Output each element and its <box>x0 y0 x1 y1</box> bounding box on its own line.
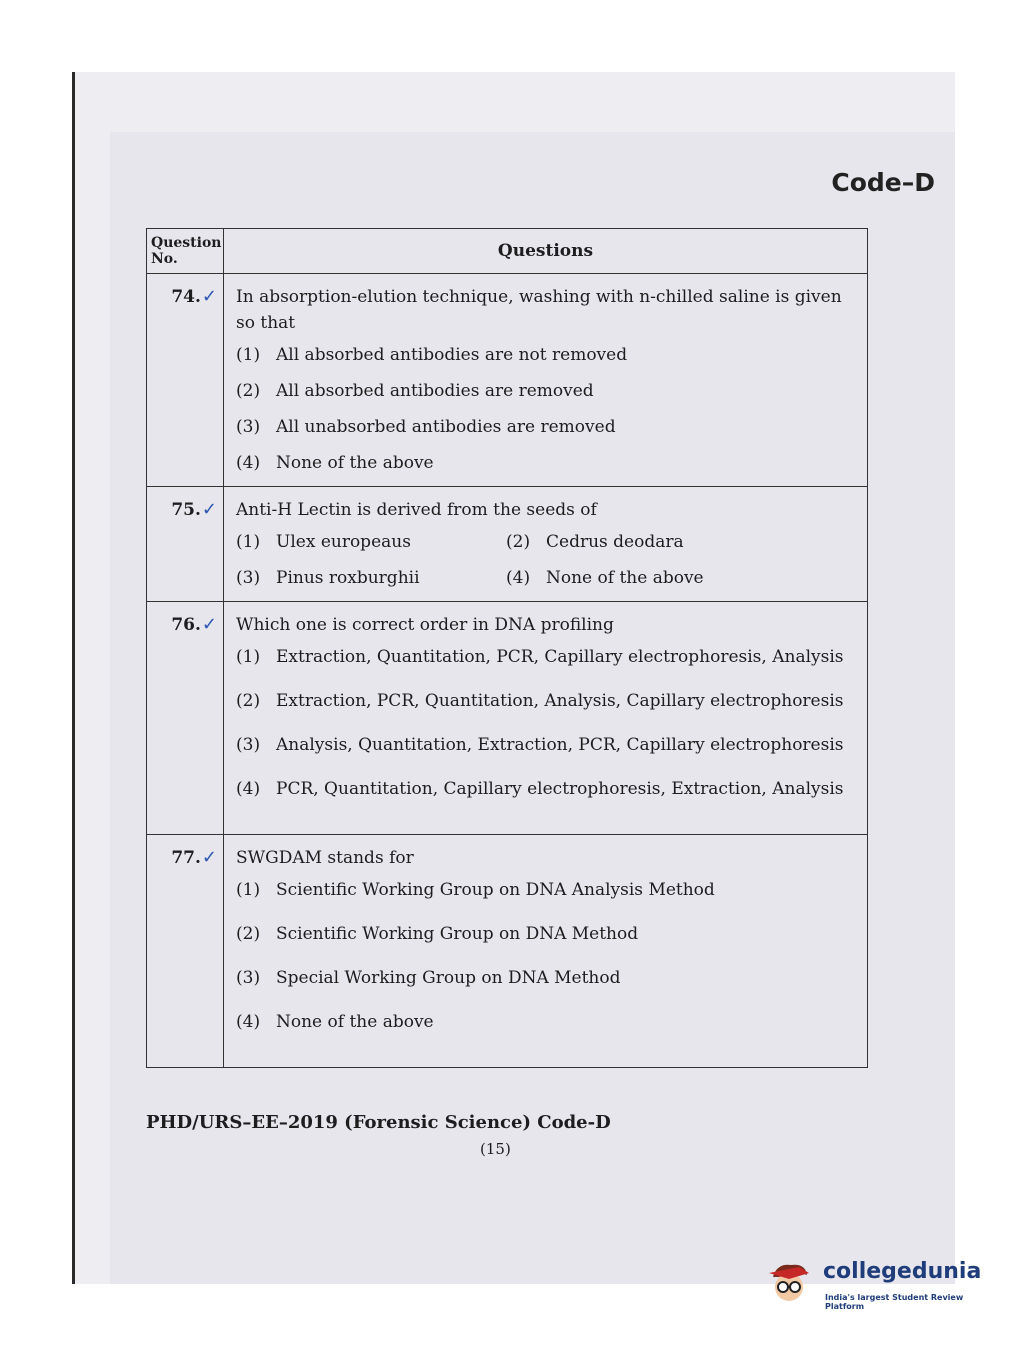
option-number: (2) <box>236 381 261 401</box>
option-number: (1) <box>236 532 261 552</box>
brand-name: collegedunia <box>823 1259 982 1284</box>
option <box>236 380 857 402</box>
option <box>236 416 857 438</box>
option <box>236 778 857 800</box>
option-text: All absorbed antibodies are removed <box>276 381 594 401</box>
column-header-question-no: Question No. <box>147 229 224 274</box>
table-header-row <box>147 229 868 274</box>
check-mark-icon: ✓ <box>201 499 217 520</box>
option-text: None of the above <box>276 453 434 473</box>
question-number: 77. <box>171 848 201 868</box>
options-grid <box>236 531 857 589</box>
option-text: Analysis, Quantitation, Extraction, PCR, Capillary electrophoresis <box>276 735 844 755</box>
option-number: (2) <box>236 691 261 711</box>
option <box>506 531 826 553</box>
option-text: Special Working Group on DNA Method <box>276 968 621 988</box>
option <box>236 344 857 366</box>
option <box>236 646 857 668</box>
option-text: None of the above <box>546 568 704 588</box>
option <box>236 879 857 901</box>
check-mark-icon: ✓ <box>201 286 217 307</box>
question-body <box>224 602 868 835</box>
option <box>506 567 826 589</box>
question-stem: Which one is correct order in DNA profiling <box>236 615 614 635</box>
option-text: Scientific Working Group on DNA Method <box>276 924 639 944</box>
question-stem: Anti-H Lectin is derived from the seeds of <box>236 500 597 520</box>
option-text: All unabsorbed antibodies are removed <box>276 417 616 437</box>
option-number: (4) <box>236 453 261 473</box>
option-text: None of the above <box>276 1012 434 1032</box>
option-text: All absorbed antibodies are not removed <box>276 345 628 365</box>
check-mark-icon: ✓ <box>201 847 217 868</box>
question-number: 74. <box>171 287 201 307</box>
brand-logo[interactable] <box>765 1255 1005 1315</box>
question-row <box>147 835 868 1068</box>
option-text: Pinus roxburghii <box>276 568 420 588</box>
question-number: 75. <box>171 500 201 520</box>
question-number-cell <box>147 274 224 487</box>
option-text: Cedrus deodara <box>546 532 684 552</box>
option-number: (2) <box>236 924 261 944</box>
option <box>236 923 857 945</box>
option <box>236 567 506 589</box>
option-number: (1) <box>236 880 261 900</box>
question-stem: SWGDAM stands for <box>236 848 414 868</box>
question-body <box>224 274 868 487</box>
question-number-cell <box>147 602 224 835</box>
option-number: (3) <box>236 735 261 755</box>
option-number: (3) <box>236 417 261 437</box>
option-number: (3) <box>236 568 261 588</box>
question-row <box>147 487 868 602</box>
option <box>236 1011 857 1033</box>
option-text: Extraction, Quantitation, PCR, Capillary electrophoresis, Analysis <box>276 647 844 667</box>
question-body <box>224 487 868 602</box>
option <box>236 690 857 712</box>
option-text: PCR, Quantitation, Capillary electrophoresis, Extraction, Analysis <box>276 779 844 799</box>
option-number: (1) <box>236 647 261 667</box>
question-row <box>147 602 868 835</box>
option <box>236 452 857 474</box>
brand-tagline: India's largest Student Review Platform <box>825 1293 964 1311</box>
question-number-cell <box>147 835 224 1068</box>
option-number: (4) <box>236 1012 261 1032</box>
option-number: (2) <box>506 532 531 552</box>
question-number: 76. <box>171 615 201 635</box>
question-stem: In absorption-elution technique, washing with n-chilled saline is given so that <box>236 287 842 333</box>
exam-footer: PHD/URS–EE–2019 (Forensic Science) Code-D <box>146 1112 611 1133</box>
questions-table <box>146 228 868 1068</box>
option-text: Scientific Working Group on DNA Analysis Method <box>276 880 715 900</box>
column-header-questions: Questions <box>224 229 868 274</box>
question-row <box>147 274 868 487</box>
option-number: (4) <box>236 779 261 799</box>
option-number: (4) <box>506 568 531 588</box>
option <box>236 531 506 553</box>
question-number-cell <box>147 487 224 602</box>
page-number: (15) <box>480 1140 511 1158</box>
question-body <box>224 835 868 1068</box>
option <box>236 734 857 756</box>
check-mark-icon: ✓ <box>201 614 217 635</box>
option-text: Ulex europeaus <box>276 532 411 552</box>
option-text: Extraction, PCR, Quantitation, Analysis, Capillary electrophoresis <box>276 691 844 711</box>
mascot-icon <box>765 1259 817 1311</box>
option-number: (3) <box>236 968 261 988</box>
option-number: (1) <box>236 345 261 365</box>
code-label: Code–D <box>831 168 935 197</box>
option <box>236 967 857 989</box>
